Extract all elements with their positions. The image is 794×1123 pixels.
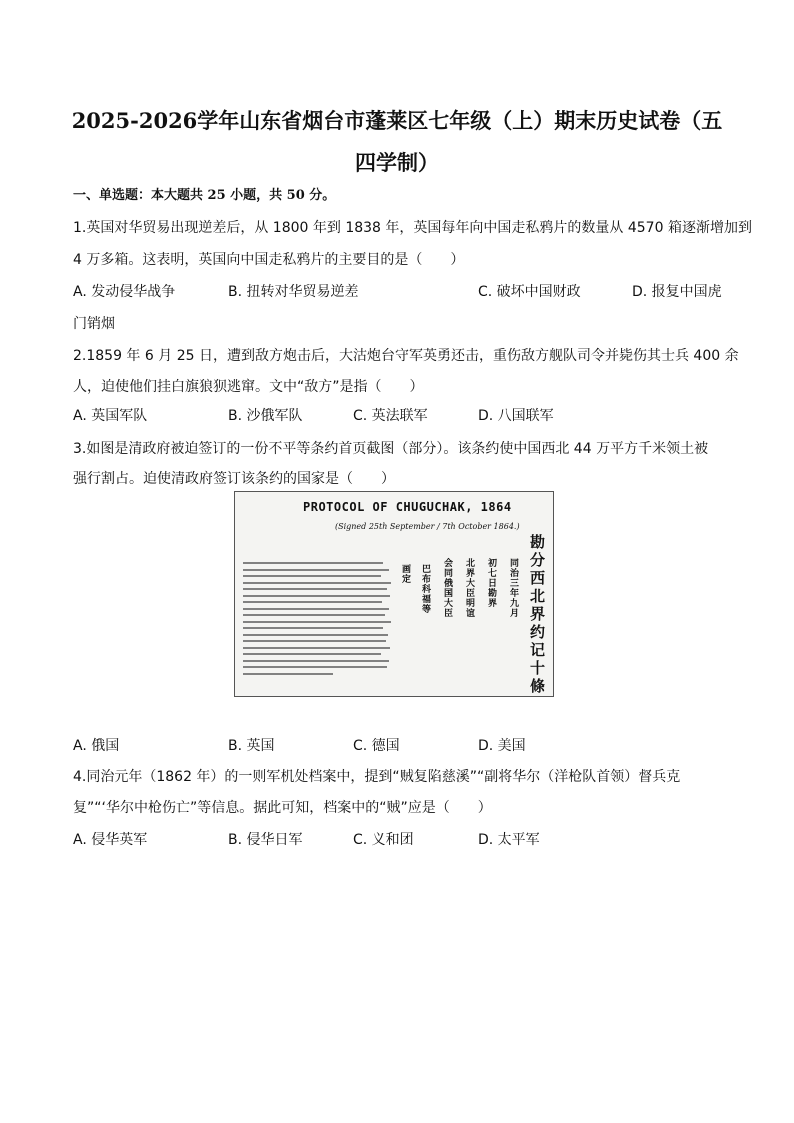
question-3-option-b: B. 英国: [228, 738, 275, 754]
question-3-option-d: D. 美国: [478, 738, 526, 754]
question-3-line1: 3.如图是清政府被迫签订的一份不平等条约首页截图（部分）。该条约使中国西北 44 万平方千米领土被: [73, 441, 709, 457]
question-2-line1: 2.1859 年 6 月 25 日，遭到敌方炮击后，大沽炮台守军英勇还击，重伤敌方舰队司令并毙伤其士兵 400 余: [73, 348, 739, 364]
treaty-chinese-column-3: 北界大臣明谊: [464, 558, 474, 618]
treaty-image: [234, 491, 554, 697]
treaty-chinese-title: 勘分西北界约记十條: [528, 534, 546, 696]
section-heading: 一、单选题：本大题共 25 小题，共 50 分。: [73, 188, 336, 203]
question-4-option-c: C. 义和团: [353, 832, 414, 848]
treaty-chinese-column-2: 初七日勘界: [486, 558, 496, 608]
question-2-line2: 人，迫使他们挂白旗狼狈逃窜。文中“敌方”是指（ ）: [73, 379, 424, 395]
treaty-chinese-column-4: 会同俄国大臣: [442, 558, 452, 618]
question-1-line2: 4 万多箱。这表明，英国向中国走私鸦片的主要目的是（ ）: [73, 252, 465, 268]
question-4-line2: 复”“‘华尔中枪伤亡”等信息。据此可知，档案中的“贼”应是（ ）: [73, 800, 492, 816]
question-4-option-d: D. 太平军: [478, 832, 540, 848]
question-2-option-a: A. 英国军队: [73, 408, 148, 424]
question-1-option-d-continued: 门销烟: [73, 316, 115, 332]
question-4-line1: 4.同治元年（1862 年）的一则军机处档案中，提到“贼复陷慈溪”“副将华尔（洋枪队首领）督兵克: [73, 769, 681, 785]
question-3-line2: 强行割占。迫使清政府签订该条约的国家是（ ）: [73, 471, 395, 487]
question-4-option-a: A. 侵华英军: [73, 832, 148, 848]
exam-title-line2: 四学制）: [355, 150, 439, 175]
treaty-chinese-column-6: 画定: [400, 564, 410, 584]
question-2-option-d: D. 八国联军: [478, 408, 554, 424]
question-3-option-c: C. 德国: [353, 738, 400, 754]
treaty-english-text: [243, 562, 393, 679]
question-2-option-c: C. 英法联军: [353, 408, 428, 424]
exam-title: [60, 100, 734, 184]
treaty-chinese-column-1: 同治三年九月: [508, 558, 518, 618]
question-1-line1: 1.英国对华贸易出现逆差后，从 1800 年到 1838 年，英国每年向中国走私鸦片的数量从 4570 箱逐渐增加到: [73, 220, 752, 236]
question-4-option-b: B. 侵华日军: [228, 832, 303, 848]
question-2-option-b: B. 沙俄军队: [228, 408, 303, 424]
treaty-english-title: PROTOCOL OF CHUGUCHAK, 1864: [303, 500, 512, 514]
question-3-option-a: A. 俄国: [73, 738, 120, 754]
treaty-signed-date: (Signed 25th September / 7th October 1864.): [335, 522, 520, 531]
exam-title-line1: 2025-2026学年山东省烟台市蓬莱区七年级（上）期末历史试卷（五: [71, 108, 723, 133]
treaty-chinese-column-5: 巴布科福等: [420, 564, 430, 614]
question-1-option-d: D. 报复中国虎: [632, 284, 722, 300]
question-1-option-a: A. 发动侵华战争: [73, 284, 176, 300]
question-1-option-c: C. 破坏中国财政: [478, 284, 581, 300]
question-1-option-b: B. 扭转对华贸易逆差: [228, 284, 359, 300]
